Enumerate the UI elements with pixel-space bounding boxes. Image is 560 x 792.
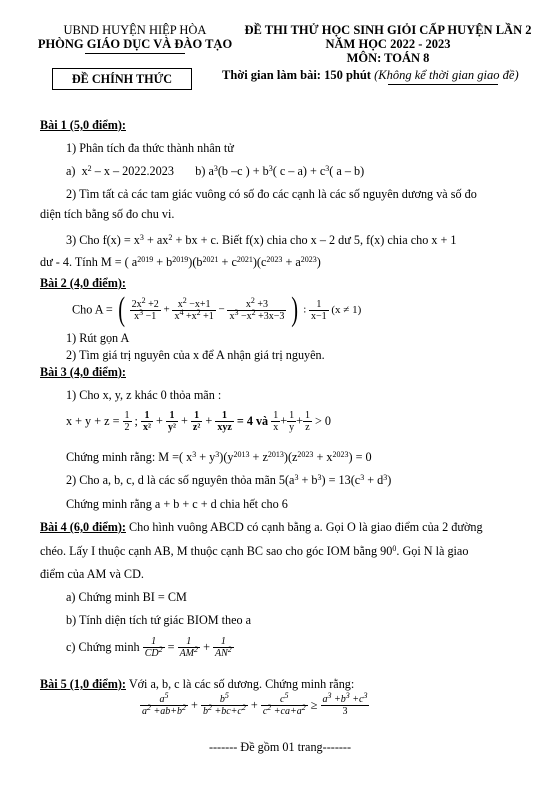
q4-title: Bài 4 (6,0 điểm):: [40, 520, 126, 534]
q1-p2-line1: 2) Tìm tất cả các tam giác vuông có số đo các cạnh là các số nguyên dương và số đo: [66, 187, 477, 201]
q1-title: Bài 1 (5,0 điểm):: [40, 118, 126, 132]
q1-p3-line2: dư - 4. Tính M = ( $a^{2019} + b^{2019})(b^{2021} + c^{2021})(c^{2023} + a^{2023})$: [40, 255, 321, 269]
q5-title: Bài 5 (1,0 điểm):: [40, 677, 126, 691]
q5-line: Bài 5 (1,0 điểm): Với a, b, c là các số dương. Chứng minh rằng:: [40, 677, 355, 691]
q2-title: Bài 2 (4,0 điểm):: [40, 276, 126, 290]
q3-p1: 1) Cho x, y, z khác 0 thỏa mãn :: [66, 388, 222, 402]
q1-p3-line1: 3) Cho $f(x) = x^3 + ax^2$ + bx + c. Biết f(x) chia cho x – 2 dư 5, f(x) chia cho x + 1: [66, 233, 457, 247]
header-office-name: PHÒNG GIÁO DỤC VÀ ĐÀO TẠO: [37, 37, 233, 51]
official-label: ĐỀ CHÍNH THỨC: [71, 72, 173, 86]
subject: MÔN: TOÁN 8: [346, 51, 430, 65]
q4-line1: Bài 4 (6,0 điểm): Cho hình vuông ABCD có cạnh bằng a. Gọi O là giao điểm của 2 đường: [40, 520, 483, 534]
q1-p1a-label: a): [66, 164, 76, 178]
q3-equation: x + y + z = $\frac{1}{2}$ ; $\frac{1}{\text{x²}}$ + $\frac{1}{\text{y²}}$ + $\frac{1}{\text{z²}}$ + $\frac{1}{\text{xyz}}$ = 4 và $\frac{1}{x}$ + $\frac{1}{y}$ + $\frac{1}{z}$ > 0: [66, 410, 332, 433]
q2-p2: 2) Tìm giá trị nguyên của x để A nhận giá trị nguyên.: [66, 348, 325, 362]
header-underline-left: [85, 53, 185, 54]
time-label: Thời gian làm bài: 150 phút: [222, 68, 371, 82]
time-line: [222, 68, 519, 83]
header-underline-right: [388, 84, 498, 85]
q1-p2-line2: diện tích bằng số đo chu vi.: [40, 207, 175, 221]
q3-prove1: Chứng minh rằng: M =( $x^3 + y^3)(y^{2013} + z^{2013})(z^{2023} + x^{2023}) = 0$: [66, 450, 372, 464]
q4-line3: điểm của AM và CD.: [40, 567, 144, 581]
q2-expression: Cho A = ( $\frac{2x^2 +2}{x^3 -1}$ + $\frac{x^2 -x+1}{x^4 +x^2 +1}$ − $\frac{x^2 +3}{x^3 -x^2 +3x-3}$ ) : $\frac{1}{x-1}$ (x ≠ 1): [72, 291, 362, 328]
q4-line2: chéo. Lấy I thuộc cạnh AB, M thuộc cạnh BC sao cho góc IOM bằng $90^0$. Gọi N là giao: [40, 544, 469, 558]
header-dept-name: UBND HUYỆN HIỆP HÒA: [63, 23, 207, 37]
q3-p2: 2) Cho a, b, c, d là các số nguyên thỏa mãn $5(a^3 + b^3) = 13(c^3 + d^3)$: [66, 473, 392, 487]
school-year: NĂM HỌC 2022 - 2023: [325, 37, 451, 51]
q2-p1: 1) Rút gọn A: [66, 331, 130, 345]
q4-pb: b) Tính diện tích tứ giác BIOM theo a: [66, 613, 252, 627]
q4-pa: a) Chứng minh BI = CM: [66, 590, 187, 604]
q4-pc: c) Chứng minh $\frac{1}{CD^2}$ = $\frac{1}{AM^2}$ + $\frac{1}{AN^2}$: [66, 636, 232, 659]
exam-title: ĐỀ THI THỬ HỌC SINH GIỎI CẤP HUYỆN LẦN 2: [244, 23, 532, 37]
q2-condition: (x ≠ 1): [331, 304, 362, 316]
q5-inequality: $\frac{a^5}{a^2 +ab+b^2}$ + $\frac{b^5}{b^2 +bc+c^2}$ + $\frac{c^5}{c^2 +ca+a^2}$ ≥ $\frac{a^3 +b^3 +c^3}{3}$: [142, 691, 368, 717]
q1-p1b-label: b): [195, 164, 206, 178]
q1-p1-expr: a) $x^2$ – x – 2022.2023 b) $a^3(b$ –c ) + $b^3$( $c - a) + c^3$( a – b): [66, 164, 365, 178]
q3-prove2: Chứng minh rằng a + b + c + d chia hết cho 6: [66, 497, 288, 511]
q2-lead: Cho A =: [72, 302, 113, 317]
q1-p1: 1) Phân tích đa thức thành nhân tử: [66, 141, 234, 155]
q3-title: Bài 3 (4,0 điểm):: [40, 365, 126, 379]
time-note: (Không kể thời gian giao đề): [374, 68, 519, 82]
footer-note: ------- Đề gồm 01 trang-------: [208, 740, 352, 754]
